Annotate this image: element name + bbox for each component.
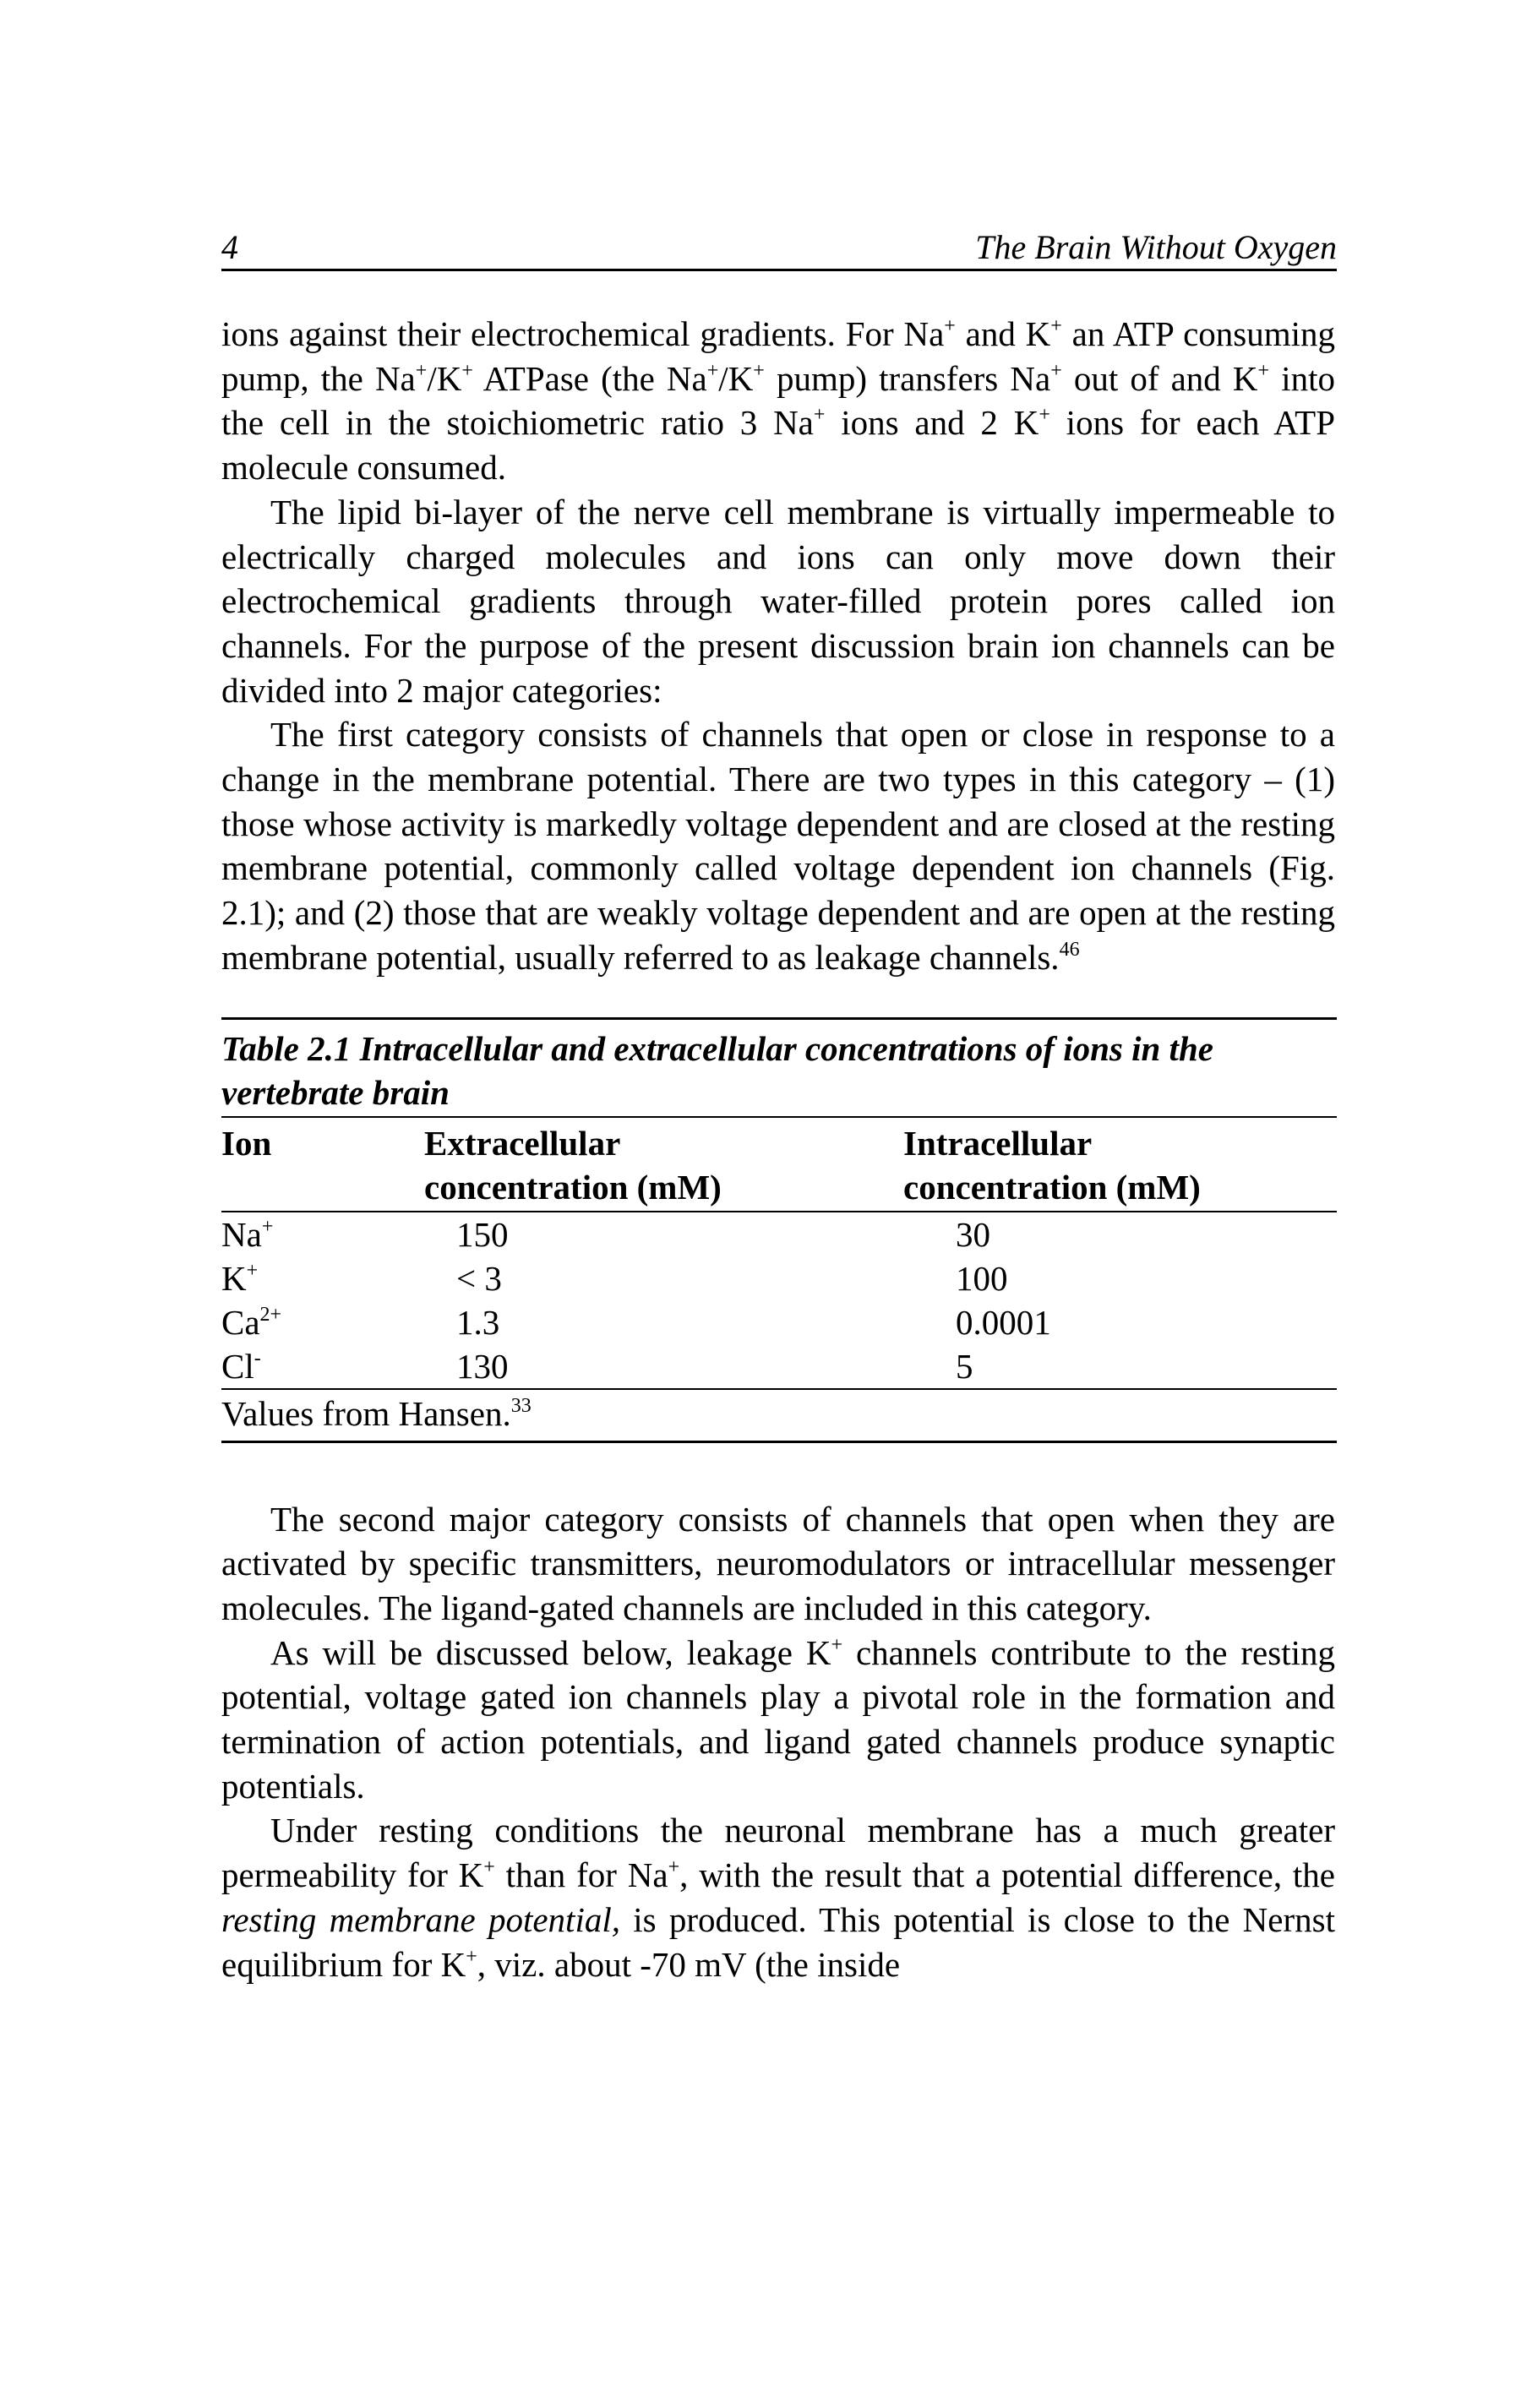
ion-cell: K+ — [221, 1258, 259, 1298]
paragraph: As will be discussed below, leakage K+ channels contribute to the resting potential, voltage gated ion channels play a pivotal role in the formation and termination of action potentials, and ligand gated channels produce synaptic potentials. — [221, 1632, 1335, 1806]
table-caption: Table 2.1 Intracellular and extracellular concentrations of ions in the vertebrate brain — [221, 1028, 1213, 1112]
table-row — [221, 1300, 1337, 1344]
ion-concentration-table — [221, 1118, 1337, 1388]
paragraph: Under resting conditions the neuronal membrane has a much greater permeability for K+ than for Na+, with the result that a potential difference, the resting membrane potential, is produced. This potential is close to the Nernst equilibrium for K+, viz. about -70 mV (the inside — [221, 1811, 1335, 1984]
column-header-intracellular: Intracellular concentration (mM) — [903, 1123, 1201, 1207]
footnote-ref: 33 — [510, 1394, 532, 1417]
footnote-ref: 46 — [1059, 938, 1080, 961]
paragraph: ions against their electrochemical gradients. For Na+ and K+ an ATP consuming pump, the Na+/K+ ATPase (the Na+/K+ pump) transfers Na+ out of and K+ into the cell in the stoichiometric ratio 3 Na+ ions and 2 K+ ions for each ATP molecule consumed. — [221, 314, 1336, 488]
table-row — [221, 1212, 1337, 1256]
table-row — [221, 1256, 1337, 1300]
extracellular-cell: 150 — [456, 1214, 509, 1254]
paragraph: The first category consists of channels that open or close in response to a change in the membrane potential. There are two types in this category – (1) those whose activity is markedly voltage dependent and are closed at the resting membrane potential, commonly called voltage dependent ion channels (Fig. 2.1); and (2) those that are weakly voltage dependent and are open at the resting membrane potential, usually referred to as leakage channels.$^{46}$ — [221, 715, 1335, 977]
paragraph: The second major category consists of channels that open when they are activated by specific transmitters, neuromodulators or intracellular messenger molecules. The ligand-gated channels are included in this category. — [221, 1499, 1335, 1627]
extracellular-cell: < 3 — [456, 1258, 502, 1298]
intracellular-cell: 0.0001 — [956, 1302, 1051, 1342]
book-title: The Brain Without Oxygen — [975, 228, 1337, 266]
body-text-after-table — [221, 1497, 1335, 1987]
column-header-extracellular: Extracellular concentration (mM) — [424, 1123, 722, 1207]
ion-cell: Na+ — [221, 1214, 274, 1254]
page — [221, 228, 1335, 1986]
intracellular-cell: 30 — [956, 1214, 990, 1254]
intracellular-cell: 5 — [956, 1346, 973, 1386]
table-note: Values from Hansen.$^{33}$ — [221, 1393, 532, 1433]
intracellular-cell: 100 — [956, 1258, 1008, 1298]
ion-cell: $Ca^{2+}$ — [221, 1302, 282, 1342]
table-2-1 — [221, 1017, 1337, 1443]
italic-term: resting membrane potential, — [221, 1899, 620, 1939]
table-row — [221, 1344, 1337, 1388]
page-number: 4 — [221, 228, 238, 266]
extracellular-cell: 130 — [456, 1346, 509, 1386]
extracellular-cell: 1.3 — [456, 1302, 500, 1342]
body-text-before-table — [221, 312, 1335, 980]
running-head — [221, 228, 1337, 271]
column-header-ion: Ion — [221, 1123, 272, 1163]
ion-cell: Cl- — [221, 1346, 261, 1386]
paragraph: The lipid bi-layer of the nerve cell membrane is virtually impermeable to electrically charged molecules and ions can only move down their electrochemical gradients through water-filled protein pores called ion channels. For the purpose of the present discussion brain ion channels can be divided into 2 major categories: — [221, 492, 1335, 710]
